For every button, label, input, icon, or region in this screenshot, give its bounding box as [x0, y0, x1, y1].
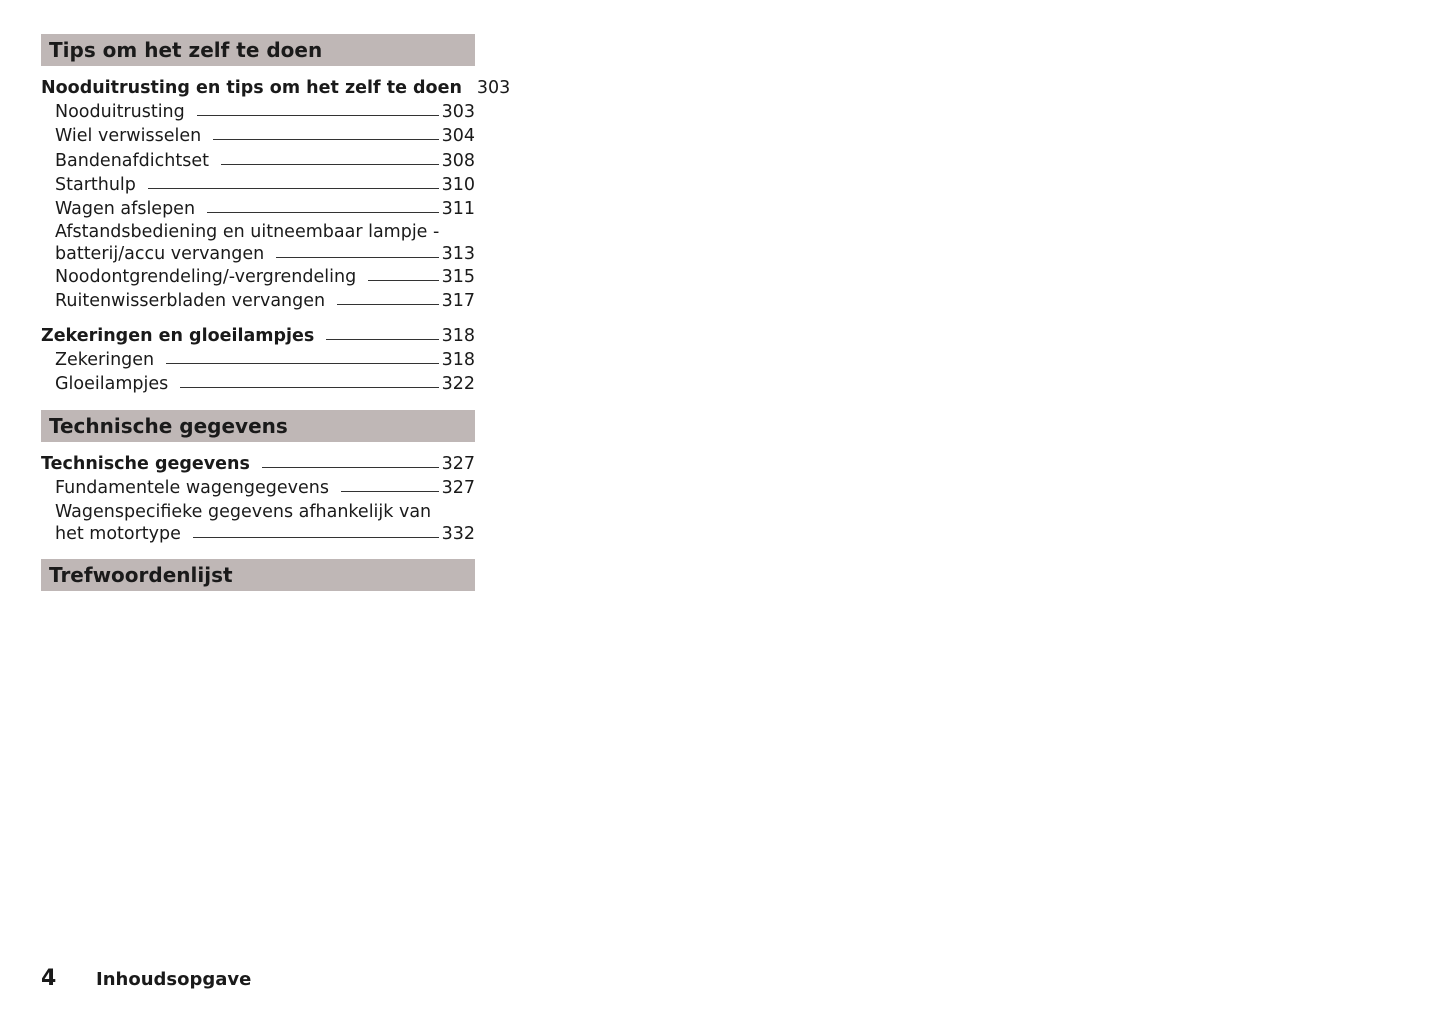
dot-leader: [148, 188, 439, 189]
toc-group: [41, 324, 475, 397]
entry-page-number: 332: [441, 523, 475, 544]
dot-leader: [193, 537, 439, 538]
dot-leader: [337, 304, 438, 305]
dot-leader: [262, 467, 439, 468]
toc-section: [41, 410, 475, 544]
section-header: Technische gegevens: [41, 410, 475, 442]
toc-entry[interactable]: [41, 100, 475, 124]
dot-leader: [368, 280, 438, 281]
toc-entry[interactable]: [41, 372, 475, 396]
entry-label: Zekeringen: [55, 349, 155, 370]
entry-page-number: 313: [441, 244, 475, 265]
toc-entry[interactable]: [41, 265, 475, 289]
dot-leader: [221, 164, 439, 165]
entry-label: Noodontgrendeling/-vergrendeling: [55, 267, 357, 288]
section-header: Tips om het zelf te doen: [41, 34, 475, 66]
entry-label: Wagen afslepen: [55, 199, 196, 220]
page-footer: [41, 966, 251, 991]
dot-leader: [197, 115, 439, 116]
entry-label-line1: Afstandsbediening en uitneembaar lampje -: [55, 222, 440, 243]
dot-leader: [341, 491, 439, 492]
entry-label: Zekeringen en gloeilampjes: [41, 325, 315, 346]
dot-leader: [166, 363, 438, 364]
entry-label: Gloeilampjes: [55, 374, 169, 395]
entry-page-number: 327: [441, 478, 475, 499]
entry-page-number: 311: [441, 199, 475, 220]
toc-entry[interactable]: [41, 476, 475, 500]
toc-entry-chapter[interactable]: [41, 452, 475, 476]
entry-label-line1: Wagenspecifieke gegevens afhankelijk van: [55, 501, 432, 522]
entry-page-number: 308: [441, 150, 475, 171]
toc-entry[interactable]: [41, 197, 475, 221]
entry-label-line2: het motortype: [55, 523, 181, 544]
toc-entry[interactable]: [41, 289, 475, 313]
entry-label-line2: batterij/accu vervangen: [55, 244, 265, 265]
toc-entry[interactable]: [41, 124, 475, 148]
entry-label: Fundamentele wagengegevens: [55, 478, 329, 499]
toc-entry-chapter[interactable]: [41, 324, 475, 348]
section-header[interactable]: Trefwoordenlijst: [41, 559, 475, 591]
entry-page-number: 318: [441, 325, 475, 346]
table-of-contents: [41, 34, 511, 605]
entry-label: Ruitenwisserbladen vervangen: [55, 291, 326, 312]
entry-page-number: 322: [441, 374, 475, 395]
entry-line2: [55, 243, 475, 265]
toc-section: [41, 34, 511, 396]
entry-label: Technische gegevens: [41, 454, 250, 475]
entry-label: Wiel verwisselen: [55, 126, 202, 147]
toc-entry[interactable]: [41, 221, 475, 265]
entry-page-number: 303: [441, 102, 475, 123]
dot-leader: [276, 257, 438, 258]
entry-page-number: 327: [441, 454, 475, 475]
dot-leader: [180, 387, 438, 388]
toc-entry[interactable]: [41, 149, 475, 173]
entry-label: Starthulp: [55, 174, 136, 195]
entry-page-number: 303: [476, 78, 511, 98]
entry-label: Bandenafdichtset: [55, 150, 209, 171]
toc-group: [41, 76, 511, 314]
toc-entry-chapter[interactable]: [41, 76, 511, 100]
dot-leader: [213, 139, 438, 140]
dot-leader: [326, 339, 438, 340]
entry-page-number: 310: [441, 174, 475, 195]
toc-group: [41, 452, 475, 544]
toc-section: [41, 559, 475, 591]
entry-line2: [55, 523, 475, 545]
entry-page-number: 315: [441, 267, 475, 288]
entry-page-number: 304: [441, 126, 475, 147]
footer-page-number: 4: [41, 966, 57, 991]
toc-entry[interactable]: [41, 173, 475, 197]
dot-leader: [207, 212, 439, 213]
entry-page-number: 318: [441, 349, 475, 370]
footer-title: Inhoudsopgave: [96, 969, 252, 990]
toc-entry[interactable]: [41, 348, 475, 372]
entry-label: Nooduitrusting: [55, 102, 185, 123]
entry-label: Nooduitrusting en tips om het zelf te doen: [41, 78, 462, 98]
toc-entry[interactable]: [41, 501, 475, 545]
entry-page-number: 317: [441, 291, 475, 312]
